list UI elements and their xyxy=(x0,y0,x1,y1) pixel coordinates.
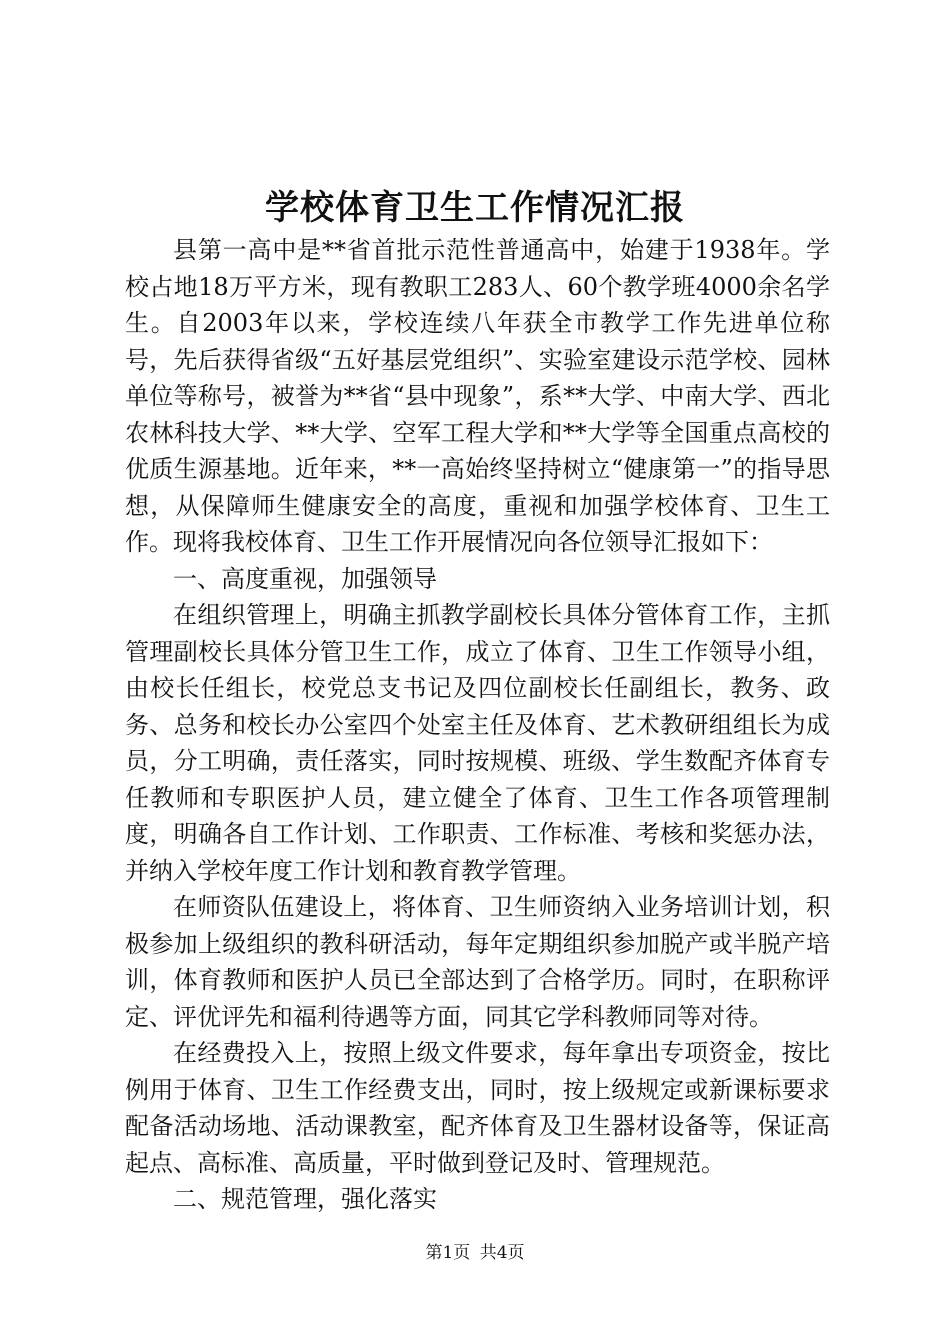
intro-paragraph: 县第一高中是**省首批示范性普通高中，始建于1938年。学校占地18万平方米，现有教职工283人、60个教学班4000余名学生。自2003年以来，学校连续八年获全市教学工作先进单位称号，先后获得省级“五好基层党组织”、实验室建设示范学校、园林单位等称号，被誉为**省“县中现象”，系**大学、中南大学、西北农林科技大学、**大学、空军工程大学和**大学等全国重点高校的优质生源基地。近年来，**一高始终坚持树立“健康第一”的指导思想，从保障师生健康安全的高度，重视和加强学校体育、卫生工作。现将我校体育、卫生工作开展情况向各位领导汇报如下： xyxy=(125,236,830,556)
organization-paragraph: 在组织管理上，明确主抓教学副校长具体分管体育工作，主抓管理副校长具体分管卫生工作，成立了体育、卫生工作领导小组，由校长任组长，校党总支书记及四位副校长任副组长，教务、政务、总务和校长办公室四个处室主任及体育、艺术教研组组长为成员，分工明确，责任落实，同时按规模、班级、学生数配齐体育专任教师和专职医护人员，建立健全了体育、卫生工作各项管理制度，明确各自工作计划、工作职责、工作标准、考核和奖惩办法，并纳入学校年度工作计划和教育教学管理。 xyxy=(125,601,830,885)
page-number: 第1页 xyxy=(425,1243,471,1263)
page-footer xyxy=(0,1241,950,1265)
document-title: 学校体育卫生工作情况汇报 xyxy=(265,188,685,228)
document-body xyxy=(125,232,830,1218)
page-total: 共4页 xyxy=(479,1243,525,1263)
section-heading-2: 二、规范管理，强化落实 xyxy=(173,1185,437,1213)
section-heading-1: 一、高度重视，加强领导 xyxy=(173,564,437,593)
staff-paragraph: 在师资队伍建设上，将体育、卫生师资纳入业务培训计划，积极参加上级组织的教科研活动，每年定期组织参加脱产或半脱产培训，体育教师和医护人员已全部达到了合格学历。同时，在职称评定、评优评先和福利待遇等方面，同其它学科教师同等对待。 xyxy=(125,893,830,1031)
funding-paragraph: 在经费投入上，按照上级文件要求，每年拿出专项资金，按比例用于体育、卫生工作经费支出，同时，按上级规定或新课标要求配备活动场地、活动课教室，配齐体育及卫生器材设备等，保证高起点、高标准、高质量，平时做到登记及时、管理规范。 xyxy=(125,1039,830,1177)
